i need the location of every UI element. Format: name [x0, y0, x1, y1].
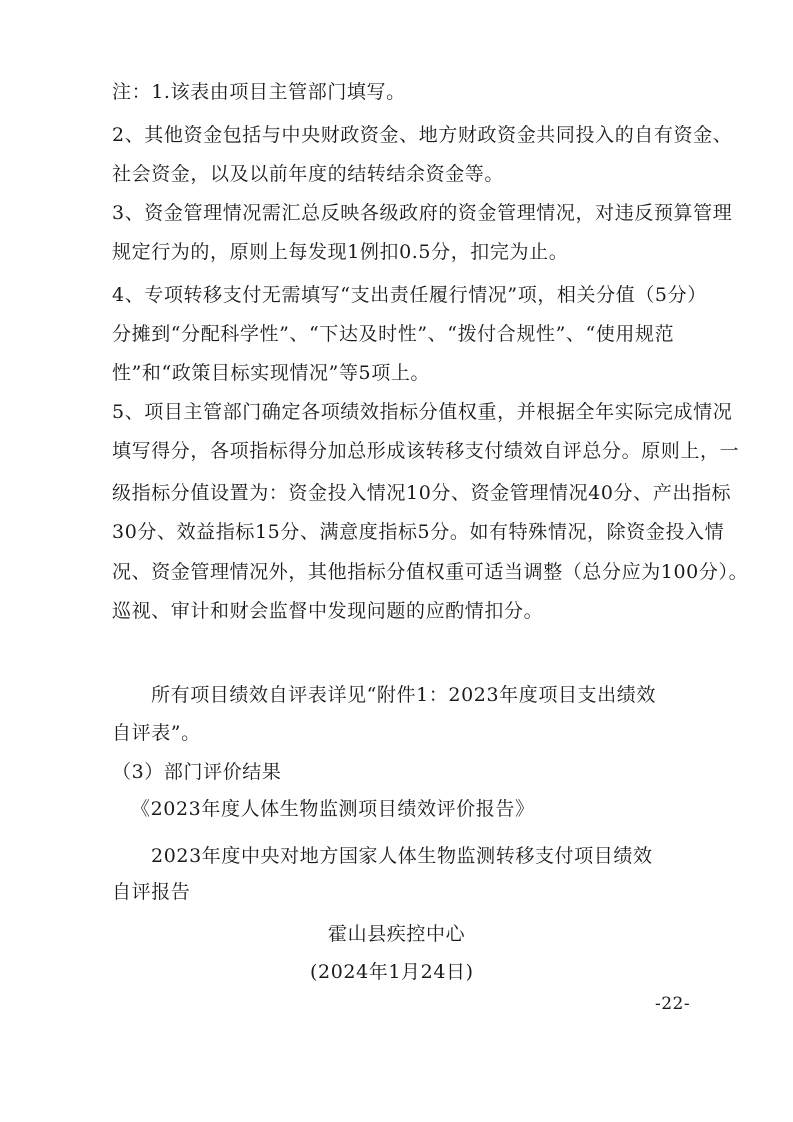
note-line: 填写得分，各项指标得分加总形成该转移支付绩效自评总分。原则上，一 — [112, 440, 740, 462]
note-line: 2、其他资金包括与中央财政资金、地方财政资金共同投入的自有资金、 — [112, 124, 733, 146]
attachment-reference: 所有项目绩效自评表详见“附件1：2023年度项目支出绩效 — [151, 684, 656, 706]
report-title: 《2023年度人体生物监测项目绩效评价报告》 — [131, 798, 535, 820]
note-line: 巡视、审计和财会监督中发现问题的应酌情扣分。 — [112, 600, 544, 622]
attachment-reference-cont: 自评表”。 — [112, 722, 201, 744]
organization-name: 霍山县疾控中心 — [328, 923, 466, 945]
note-line: 性”和“政策目标实现情况”等5项上。 — [112, 362, 431, 384]
note-line: 社会资金，以及以前年度的结转结余资金等。 — [112, 163, 505, 185]
report-subtitle: 2023年度中央对地方国家人体生物监测转移支付项目绩效 — [151, 845, 653, 867]
report-date: (2024年1月24日) — [310, 961, 474, 983]
note-line: 4、专项转移支付无需填写“支出责任履行情况”项，相关分值（5分） — [112, 284, 707, 306]
note-line: 规定行为的，原则上每发现1例扣0.5分，扣完为止。 — [112, 241, 569, 263]
page-number: -22- — [655, 994, 691, 1014]
note-line: 注：1.该表由项目主管部门填写。 — [112, 81, 406, 103]
note-line: 30分、效益指标15分、满意度指标5分。如有特殊情况，除资金投入情 — [112, 521, 725, 543]
section-heading: （3）部门评价结果 — [112, 761, 282, 783]
report-subtitle-cont: 自评报告 — [112, 881, 191, 903]
note-line: 3、资金管理情况需汇总反映各级政府的资金管理情况，对违反预算管理 — [112, 202, 733, 224]
note-line: 况、资金管理情况外，其他指标分值权重可适当调整（总分应为100分）。 — [112, 561, 749, 583]
note-line: 级指标分值设置为：资金投入情况10分、资金管理情况40分、产出指标 — [112, 482, 732, 504]
note-line: 分摊到“分配科学性”、“下达及时性”、“拨付合规性”、“使用规范 — [112, 323, 675, 345]
note-line: 5、项目主管部门确定各项绩效指标分值权重，并根据全年实际完成情况 — [112, 401, 733, 423]
